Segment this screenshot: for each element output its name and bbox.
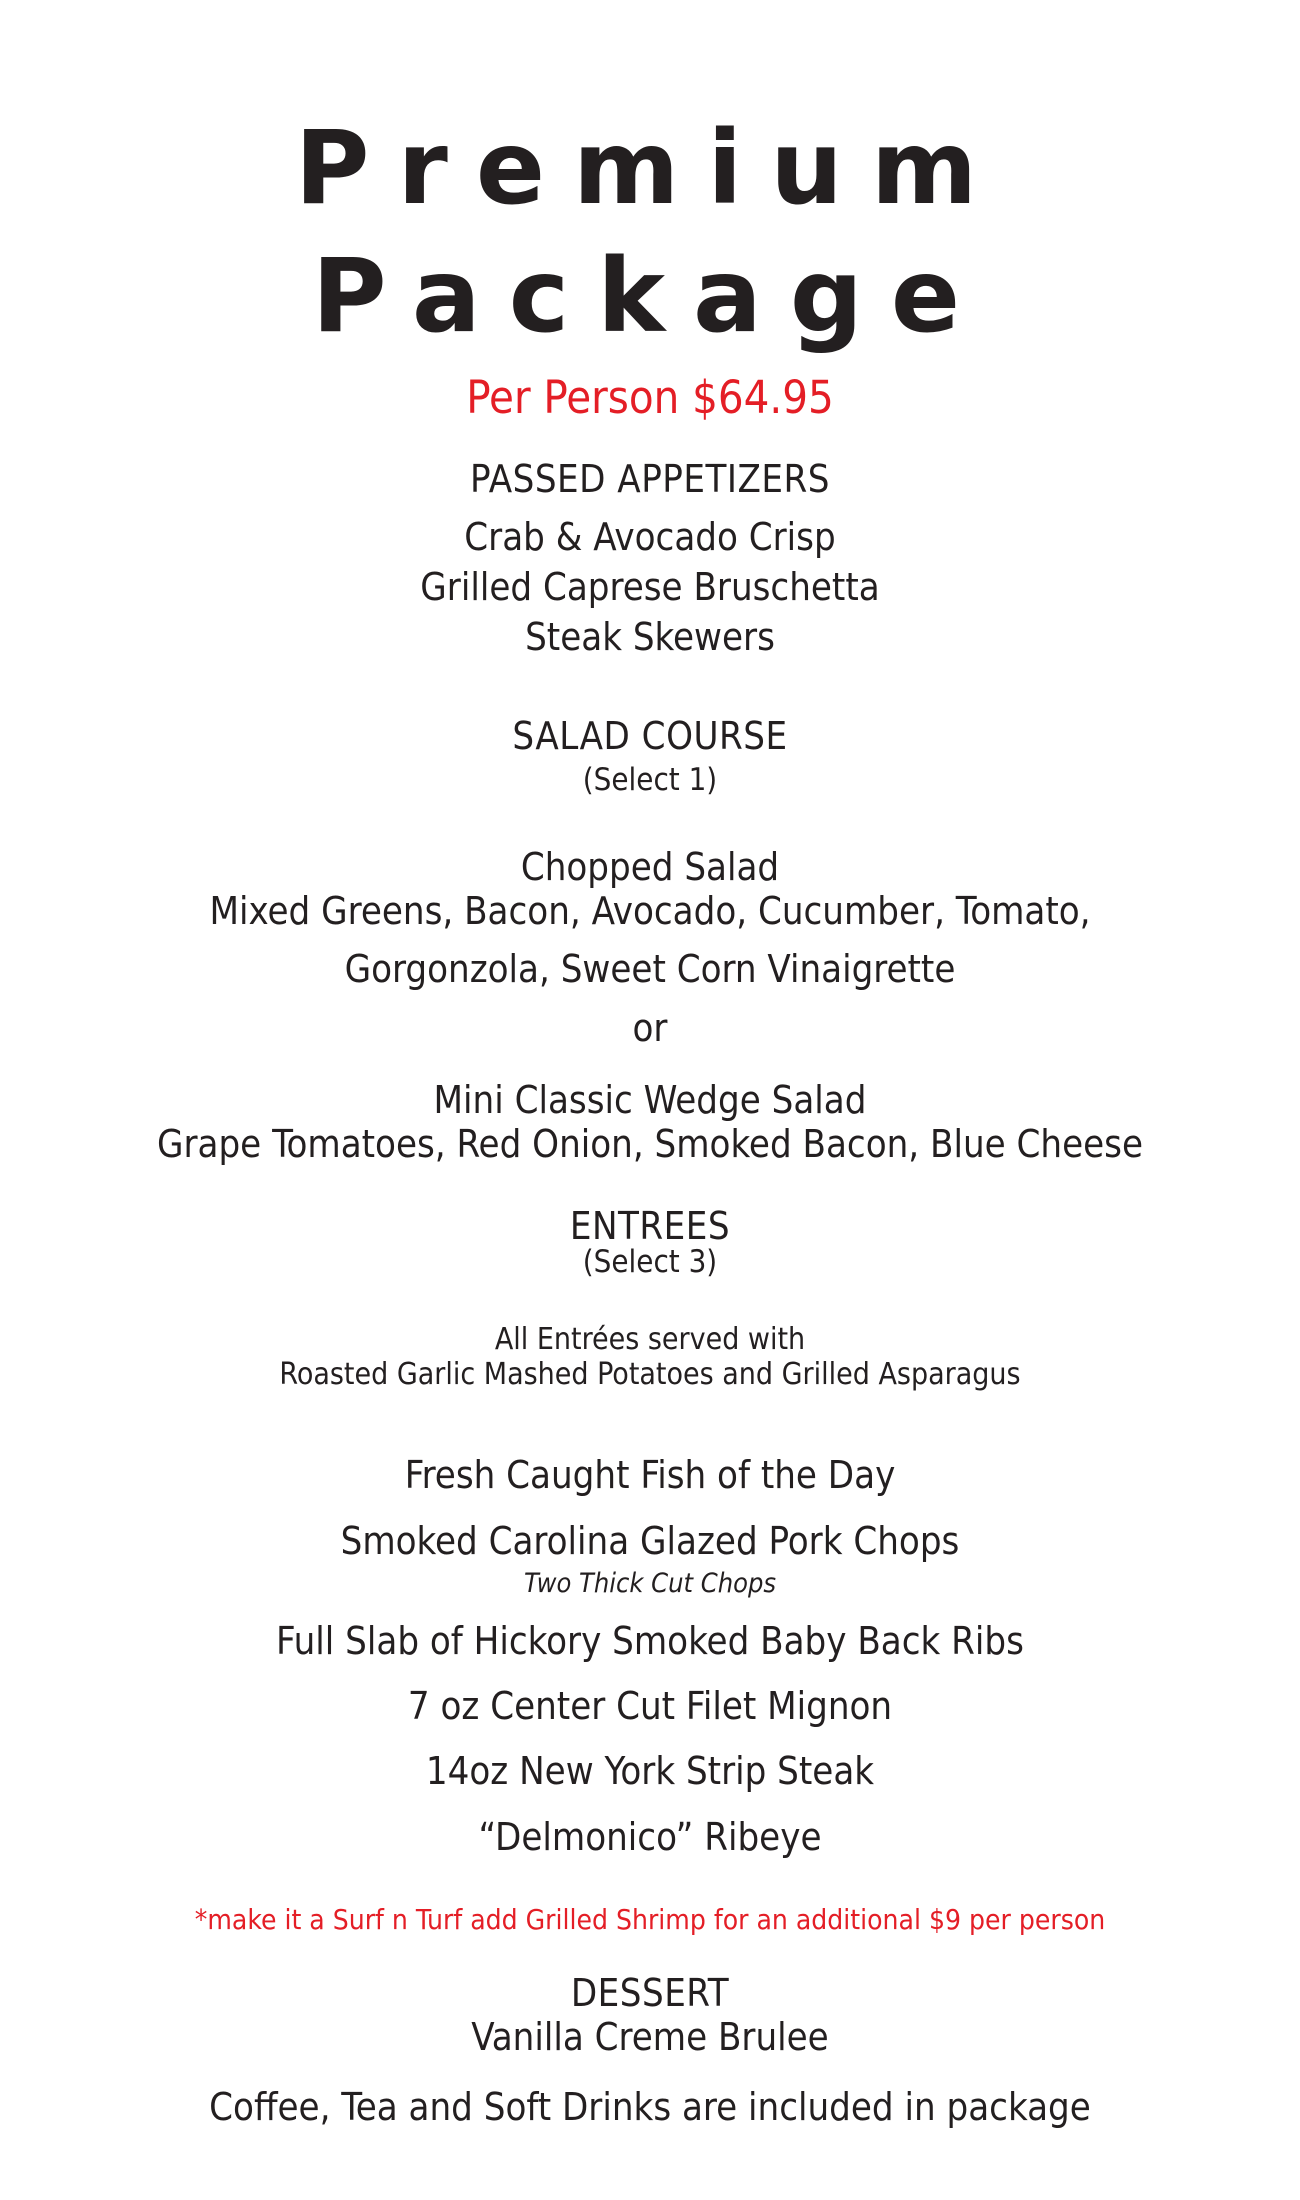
salad-option-desc: Gorgonzola, Sweet Corn Vinaigrette: [344, 947, 956, 991]
appetizers-heading: PASSED APPETIZERS: [470, 457, 830, 501]
appetizer-item: Crab & Avocado Crisp: [464, 515, 836, 559]
package-inclusions: Coffee, Tea and Soft Drinks are included in package: [209, 2085, 1091, 2129]
entrees-select-note: (Select 3): [582, 1244, 718, 1280]
salad-option-desc: Mixed Greens, Bacon, Avocado, Cucumber, Tomato,: [209, 889, 1091, 933]
salad-option-desc: Grape Tomatoes, Red Onion, Smoked Bacon, Blue Cheese: [156, 1122, 1144, 1166]
entree-item: Full Slab of Hickory Smoked Baby Back Ribs: [276, 1619, 1024, 1663]
dessert-item: Vanilla Creme Brulee: [471, 2015, 829, 2059]
dessert-heading: DESSERT: [570, 1971, 730, 2015]
salad-select-note: (Select 1): [582, 762, 718, 798]
salad-option-name: Chopped Salad: [520, 845, 780, 889]
salad-heading: SALAD COURSE: [512, 714, 788, 758]
price-per-person: Per Person $64.95: [466, 371, 834, 424]
appetizer-item: Steak Skewers: [525, 615, 775, 659]
entree-item: Smoked Carolina Glazed Pork Chops: [340, 1519, 960, 1563]
entree-item: 7 oz Center Cut Filet Mignon: [407, 1684, 893, 1728]
entrees-served-with: All Entrées served with: [494, 1322, 806, 1357]
salad-or-divider: or: [632, 1006, 668, 1050]
entrees-heading: ENTREES: [569, 1204, 731, 1248]
title-line-2: Package: [311, 237, 989, 356]
entree-item-note: Two Thick Cut Chops: [523, 1568, 777, 1599]
entrees-sides: Roasted Garlic Mashed Potatoes and Grilled Asparagus: [279, 1357, 1021, 1392]
appetizer-item: Grilled Caprese Bruschetta: [420, 565, 880, 609]
entree-item: “Delmonico” Ribeye: [478, 1815, 822, 1859]
salad-option-name: Mini Classic Wedge Salad: [433, 1078, 867, 1122]
surf-n-turf-note: *make it a Surf n Turf add Grilled Shrimp for an additional $9 per person: [194, 1903, 1106, 1936]
entree-item: 14oz New York Strip Steak: [425, 1749, 875, 1793]
title-line-1: Premium: [294, 109, 1006, 228]
entree-item: Fresh Caught Fish of the Day: [404, 1453, 896, 1497]
